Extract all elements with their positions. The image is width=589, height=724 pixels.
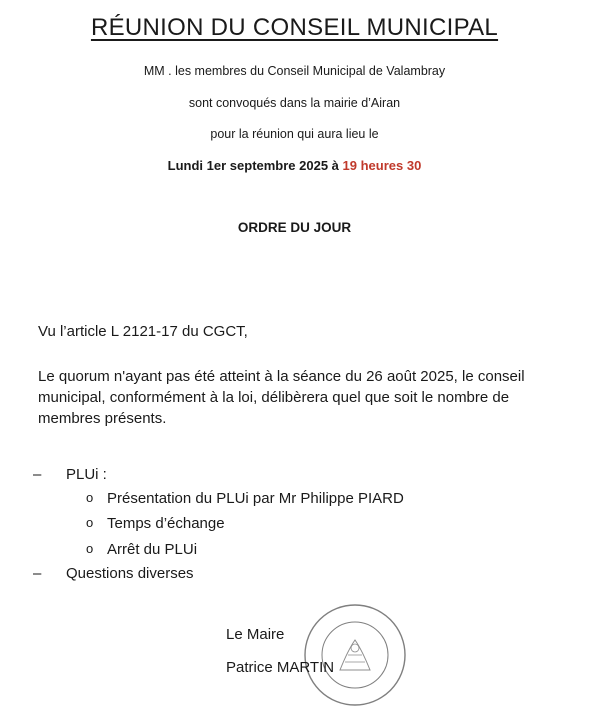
signature-name: Patrice MARTIN [226, 659, 335, 676]
agenda-bullet-1: o [86, 490, 94, 505]
agenda-bullet-2: o [86, 515, 94, 530]
convocation-line-1: MM . les membres du Conseil Municipal de Valambray [143, 64, 446, 78]
agenda-item-questions: Questions diverses [66, 565, 194, 582]
agenda-subitem-presentation: Présentation du PLUi par Mr Philippe PIARD [107, 490, 404, 507]
meeting-date-text: Lundi 1er septembre 2025 à [167, 158, 343, 173]
legal-reference: Vu l’article L 2121-17 du CGCT, [38, 323, 248, 340]
agenda-bullet-3: o [86, 541, 94, 556]
convocation-line-2: sont convoqués dans la mairie d’Airan [188, 96, 401, 110]
signature-role: Le Maire [226, 626, 285, 643]
quorum-paragraph: Le quorum n'ayant pas été atteint à la séance du 26 août 2025, le conseil municipal, conformément à la loi, délibèrera quel que soit le nombre de membres présents. [38, 368, 525, 427]
meeting-date [0, 158, 589, 173]
agenda-heading: ORDRE DU JOUR [237, 220, 352, 235]
agenda-item-plui: PLUi : [66, 466, 107, 483]
mairie-stamp [300, 600, 410, 710]
agenda-subitem-arret: Arrêt du PLUi [107, 541, 198, 558]
meeting-time: 19 heures 30 [342, 158, 422, 173]
document-title: RÉUNION DU CONSEIL MUNICIPAL [90, 14, 499, 41]
convocation-line-3: pour la réunion qui aura lieu le [210, 127, 379, 141]
agenda-dash-2: – [33, 565, 42, 582]
agenda-dash-1: – [33, 466, 42, 483]
agenda-subitem-exchange: Temps d’échange [107, 515, 225, 532]
